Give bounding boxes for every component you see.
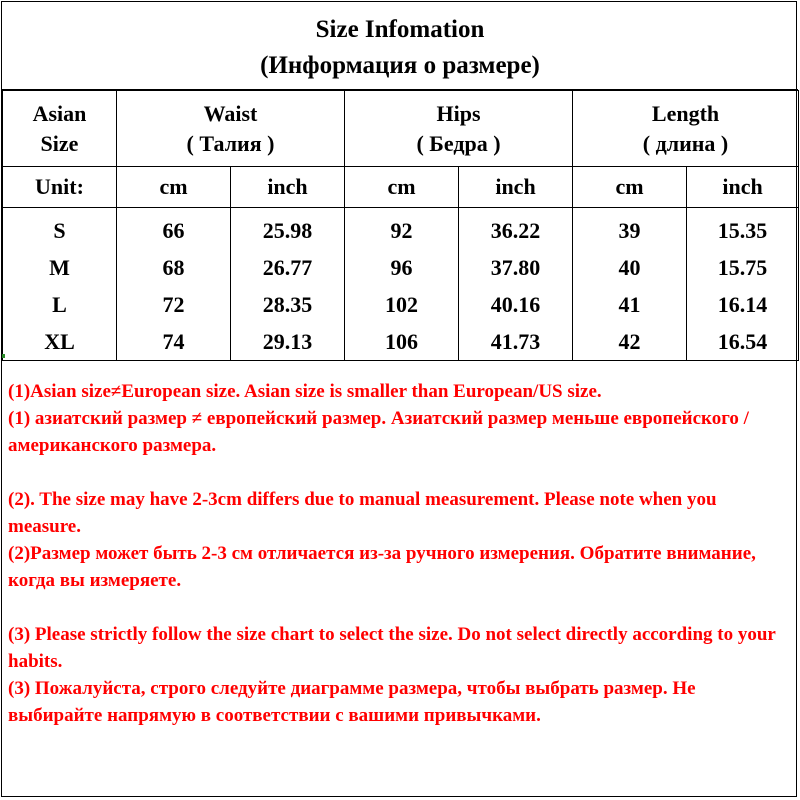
note-2-en: (2). The size may have 2-3cm differs due to manual measurement. Please note when you measure. [8, 489, 717, 537]
size-cell: M [3, 249, 117, 286]
table-cell: 66 [117, 208, 231, 250]
size-cell: XL [3, 323, 117, 361]
table-cell: 16.14 [687, 286, 799, 323]
header-asian-size: Asian Size [3, 91, 117, 167]
table-cell: 41 [573, 286, 687, 323]
unit-cell: inch [459, 167, 573, 208]
size-chart-frame [1, 1, 797, 797]
header-hips: Hips ( Бедра ) [345, 91, 573, 167]
table-cell: 16.54 [687, 323, 799, 361]
table-row [3, 249, 799, 286]
unit-row [3, 167, 799, 208]
table-cell: 40 [573, 249, 687, 286]
unit-label: Unit: [3, 167, 117, 208]
size-cell: L [3, 286, 117, 323]
table-cell: 42 [573, 323, 687, 361]
unit-cell: cm [117, 167, 231, 208]
note-1-ru: (1) азиатский размер ≠ европейский размер. Азиатский размер меньше европейского / американского размера. [8, 408, 749, 456]
chart-title [2, 2, 798, 90]
table-cell: 40.16 [459, 286, 573, 323]
table-cell: 106 [345, 323, 459, 361]
table-cell: 25.98 [231, 208, 345, 250]
note-1-en: (1)Asian size≠European size. Asian size is smaller than European/US size. [8, 381, 602, 402]
table-cell: 39 [573, 208, 687, 250]
table-cell: 26.77 [231, 249, 345, 286]
header-length: Length ( длина ) [573, 91, 799, 167]
table-cell: 92 [345, 208, 459, 250]
title-russian: (Информация о размере) [260, 52, 540, 79]
table-cell: 72 [117, 286, 231, 323]
corner-mark [2, 354, 5, 358]
title-english: Size Infomation [315, 16, 485, 43]
table-cell: 37.80 [459, 249, 573, 286]
unit-cell: cm [573, 167, 687, 208]
table-row [3, 208, 799, 250]
table-cell: 15.75 [687, 249, 799, 286]
table-row [3, 286, 799, 323]
table-cell: 28.35 [231, 286, 345, 323]
table-cell: 29.13 [231, 323, 345, 361]
table-cell: 41.73 [459, 323, 573, 361]
note-2-ru: (2)Размер может быть 2-3 см отличается из-за ручного измерения. Обратите внимание, когда вы измеряете. [8, 543, 756, 591]
table-cell: 96 [345, 249, 459, 286]
spacer [8, 459, 794, 486]
size-table [2, 90, 799, 361]
note-3-ru: (3) Пожалуйста, строго следуйте диаграмме размера, чтобы выбрать размер. Не выбирайте напрямую в соответствии с вашими привычками. [8, 678, 696, 726]
unit-cell: inch [687, 167, 799, 208]
header-row [3, 91, 799, 167]
unit-cell: inch [231, 167, 345, 208]
notes-section [8, 378, 794, 729]
spacer [8, 594, 794, 621]
header-waist: Waist ( Талия ) [117, 91, 345, 167]
table-cell: 68 [117, 249, 231, 286]
table-cell: 102 [345, 286, 459, 323]
size-cell: S [3, 208, 117, 250]
note-3-en: (3) Please strictly follow the size chart to select the size. Do not select directly according to your habits. [8, 624, 776, 672]
table-row [3, 323, 799, 361]
table-cell: 15.35 [687, 208, 799, 250]
unit-cell: cm [345, 167, 459, 208]
table-cell: 74 [117, 323, 231, 361]
table-cell: 36.22 [459, 208, 573, 250]
